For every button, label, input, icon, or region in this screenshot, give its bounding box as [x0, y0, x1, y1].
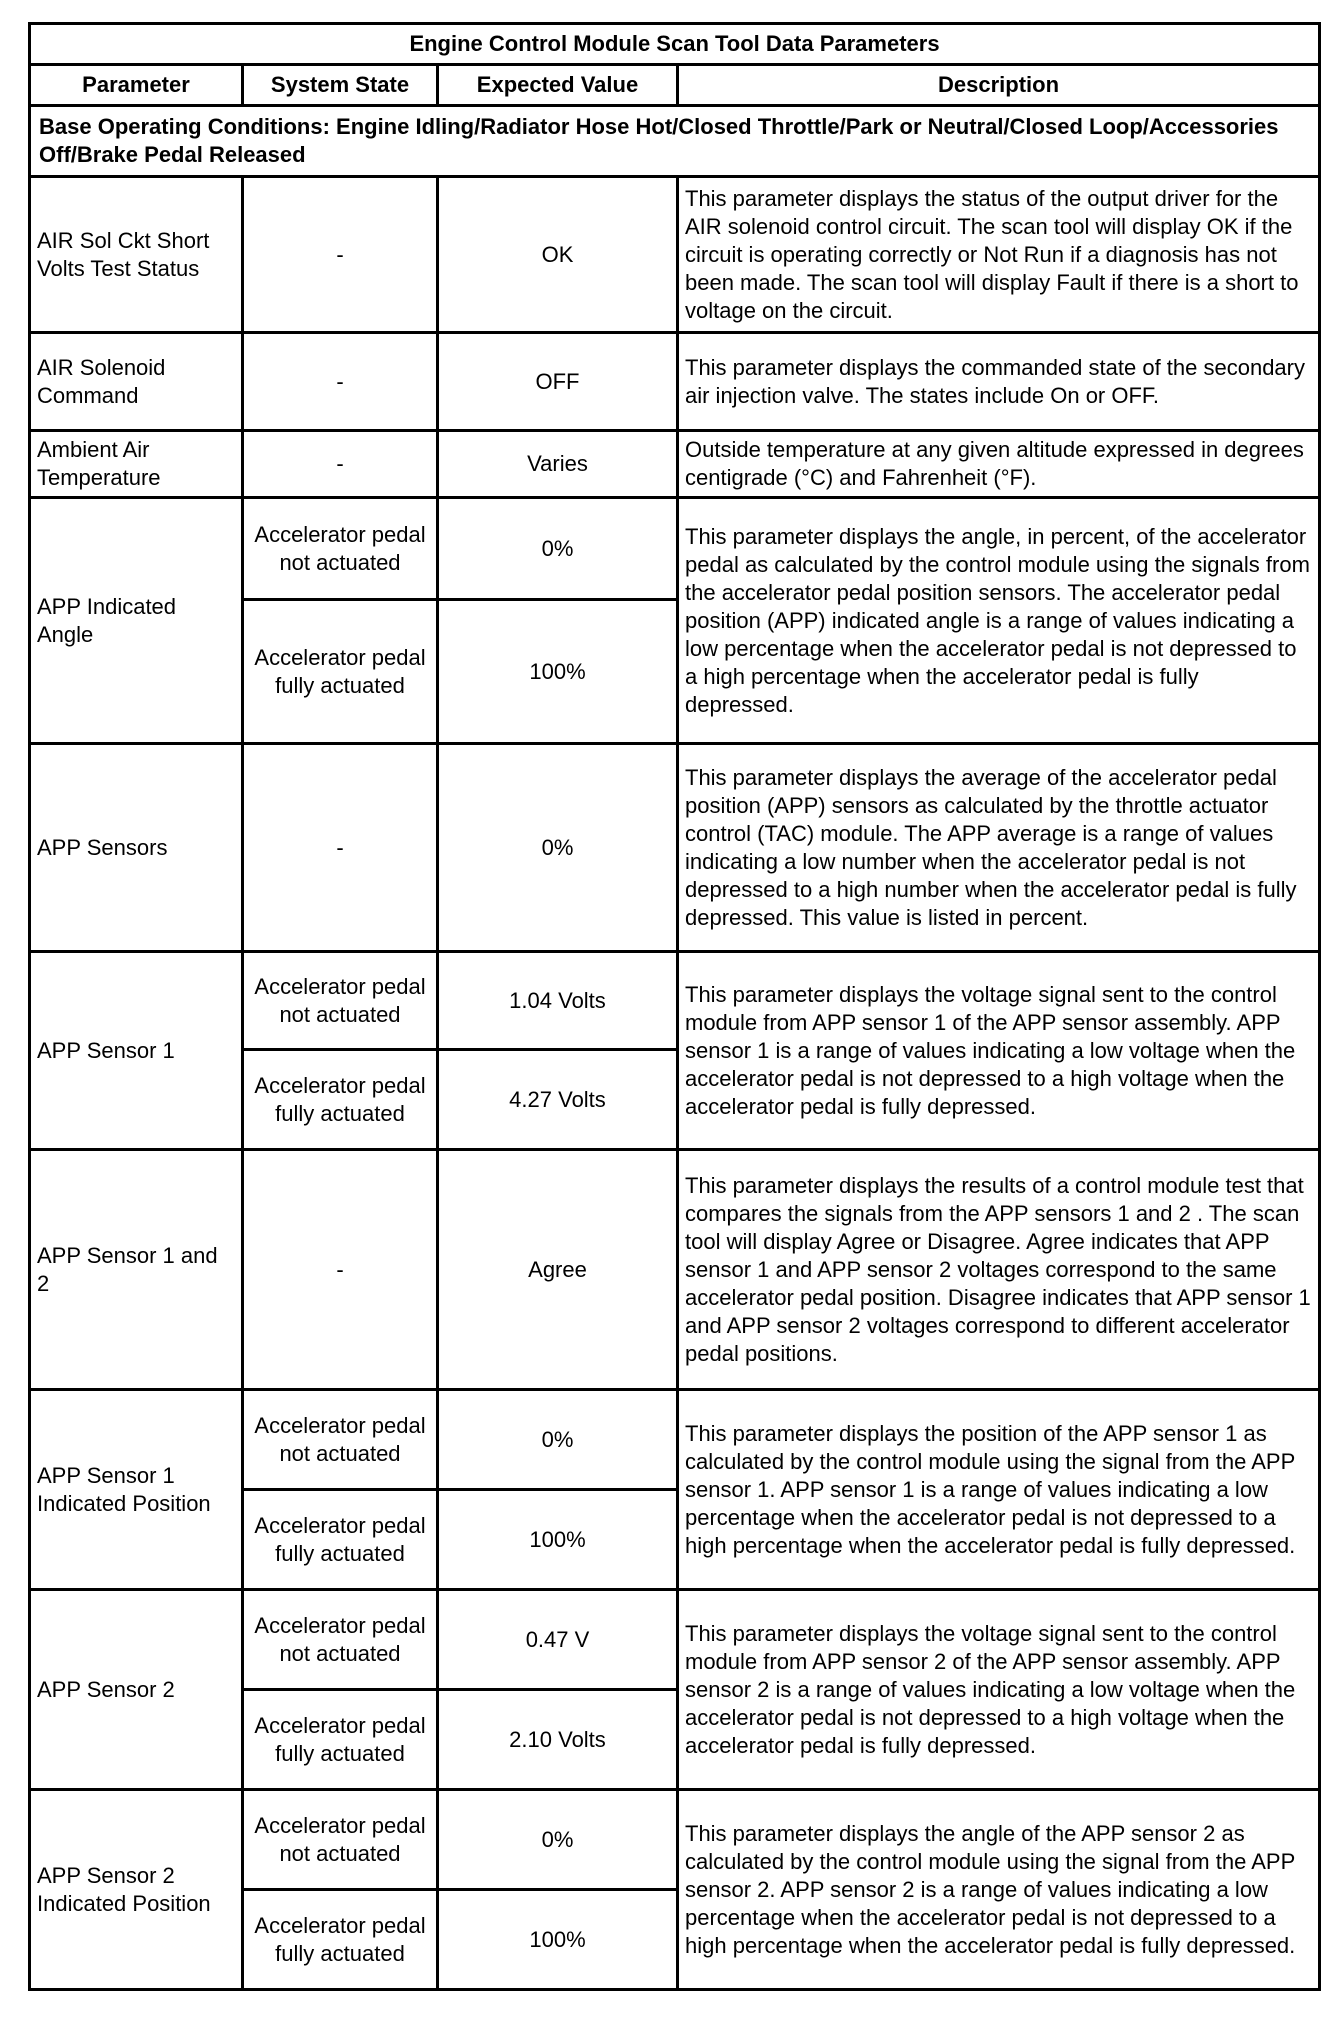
expected-value-cell: 0%	[438, 498, 678, 600]
description-cell: This parameter displays the average of the accelerator pedal position (APP) sensors as calculated by the throttle actuator control (TAC) module. The APP average is a range of values indicating a low number when the accelerator pedal is not depressed to a high number when the accelerator pedal is fully depressed. This value is listed in percent.	[678, 744, 1320, 952]
expected-value-cell: 0%	[438, 1390, 678, 1490]
description-cell: This parameter displays the voltage signal sent to the control module from APP sensor 1 of the APP sensor assembly. APP sensor 1 is a range of values indicating a low voltage when the accelerator pedal is not depressed to a high voltage when the accelerator pedal is fully depressed.	[678, 952, 1320, 1150]
table-body	[30, 177, 1320, 1990]
parameter-cell: APP Indicated Angle	[30, 498, 243, 744]
system-state-cell: Accelerator pedal not actuated	[243, 1790, 438, 1890]
table-row	[30, 744, 1320, 952]
system-state-cell: -	[243, 431, 438, 498]
description-cell: This parameter displays the results of a control module test that compares the signals from the APP sensors 1 and 2 . The scan tool will display Agree or Disagree. Agree indicates that APP sensor 1 and APP sensor 2 voltages correspond to the same accelerator pedal position. Disagree indicates that APP sensor 1 and APP sensor 2 voltages correspond to different accelerator pedal positions.	[678, 1150, 1320, 1390]
expected-value-cell: Agree	[438, 1150, 678, 1390]
system-state-cell: Accelerator pedal fully actuated	[243, 1890, 438, 1990]
system-state-cell: -	[243, 333, 438, 431]
column-header-row	[30, 65, 1320, 106]
parameters-document	[28, 22, 1318, 1991]
column-header-parameter: Parameter	[30, 65, 243, 106]
table-row	[30, 333, 1320, 431]
system-state-cell: Accelerator pedal fully actuated	[243, 600, 438, 744]
table-row	[30, 177, 1320, 333]
column-header-system-state: System State	[243, 65, 438, 106]
table-row	[30, 431, 1320, 498]
parameter-cell: APP Sensors	[30, 744, 243, 952]
expected-value-cell: 100%	[438, 1890, 678, 1990]
table-title-row	[30, 24, 1320, 65]
system-state-cell: Accelerator pedal not actuated	[243, 1390, 438, 1490]
expected-value-cell: 1.04 Volts	[438, 952, 678, 1050]
system-state-cell: -	[243, 177, 438, 333]
expected-value-cell: 4.27 Volts	[438, 1050, 678, 1150]
system-state-cell: -	[243, 744, 438, 952]
table-row	[30, 1150, 1320, 1390]
description-cell: This parameter displays the position of the APP sensor 1 as calculated by the control module using the signal from the APP sensor 1. APP sensor 1 is a range of values indicating a low percentage when the accelerator pedal is not depressed to a high percentage when the accelerator pedal is fully depressed.	[678, 1390, 1320, 1590]
scan-tool-data-table	[28, 22, 1321, 1991]
parameter-cell: AIR Solenoid Command	[30, 333, 243, 431]
expected-value-cell: 0%	[438, 1790, 678, 1890]
table-row	[30, 1390, 1320, 1490]
column-header-expected-value: Expected Value	[438, 65, 678, 106]
system-state-cell: Accelerator pedal not actuated	[243, 1590, 438, 1690]
description-cell: Outside temperature at any given altitude expressed in degrees centigrade (°C) and Fahrenheit (°F).	[678, 431, 1320, 498]
expected-value-cell: 0.47 V	[438, 1590, 678, 1690]
table-row	[30, 498, 1320, 600]
expected-value-cell: 100%	[438, 1490, 678, 1590]
system-state-cell: Accelerator pedal fully actuated	[243, 1050, 438, 1150]
table-title: Engine Control Module Scan Tool Data Parameters	[30, 24, 1320, 65]
parameter-cell: Ambient Air Temperature	[30, 431, 243, 498]
base-conditions-row	[30, 106, 1320, 177]
table-row	[30, 952, 1320, 1050]
parameter-cell: APP Sensor 2 Indicated Position	[30, 1790, 243, 1990]
base-conditions-text: Base Operating Conditions: Engine Idling/Radiator Hose Hot/Closed Throttle/Park or Neutral/Closed Loop/Accessories Off/Brake Pedal Released	[30, 106, 1320, 177]
system-state-cell: -	[243, 1150, 438, 1390]
system-state-cell: Accelerator pedal fully actuated	[243, 1690, 438, 1790]
system-state-cell: Accelerator pedal fully actuated	[243, 1490, 438, 1590]
description-cell: This parameter displays the angle, in percent, of the accelerator pedal as calculated by the control module using the signals from the accelerator pedal position sensors. The accelerator pedal position (APP) indicated angle is a range of values indicating a low percentage when the accelerator pedal is not depressed to a high percentage when the accelerator pedal is fully depressed.	[678, 498, 1320, 744]
table-row	[30, 1790, 1320, 1890]
description-cell: This parameter displays the commanded state of the secondary air injection valve. The states include On or OFF.	[678, 333, 1320, 431]
parameter-cell: APP Sensor 1 Indicated Position	[30, 1390, 243, 1590]
expected-value-cell: OFF	[438, 333, 678, 431]
expected-value-cell: Varies	[438, 431, 678, 498]
parameter-cell: APP Sensor 1 and 2	[30, 1150, 243, 1390]
parameter-cell: APP Sensor 2	[30, 1590, 243, 1790]
expected-value-cell: 2.10 Volts	[438, 1690, 678, 1790]
expected-value-cell: 0%	[438, 744, 678, 952]
column-header-description: Description	[678, 65, 1320, 106]
system-state-cell: Accelerator pedal not actuated	[243, 952, 438, 1050]
parameter-cell: APP Sensor 1	[30, 952, 243, 1150]
table-row	[30, 1590, 1320, 1690]
description-cell: This parameter displays the status of the output driver for the AIR solenoid control circuit. The scan tool will display OK if the circuit is operating correctly or Not Run if a diagnosis has not been made. The scan tool will display Fault if there is a short to voltage on the circuit.	[678, 177, 1320, 333]
expected-value-cell: 100%	[438, 600, 678, 744]
description-cell: This parameter displays the angle of the APP sensor 2 as calculated by the control module using the signal from the APP sensor 2. APP sensor 2 is a range of values indicating a low percentage when the accelerator pedal is not depressed to a high percentage when the accelerator pedal is fully depressed.	[678, 1790, 1320, 1990]
description-cell: This parameter displays the voltage signal sent to the control module from APP sensor 2 of the APP sensor assembly. APP sensor 2 is a range of values indicating a low voltage when the accelerator pedal is not depressed to a high voltage when the accelerator pedal is fully depressed.	[678, 1590, 1320, 1790]
expected-value-cell: OK	[438, 177, 678, 333]
system-state-cell: Accelerator pedal not actuated	[243, 498, 438, 600]
parameter-cell: AIR Sol Ckt Short Volts Test Status	[30, 177, 243, 333]
